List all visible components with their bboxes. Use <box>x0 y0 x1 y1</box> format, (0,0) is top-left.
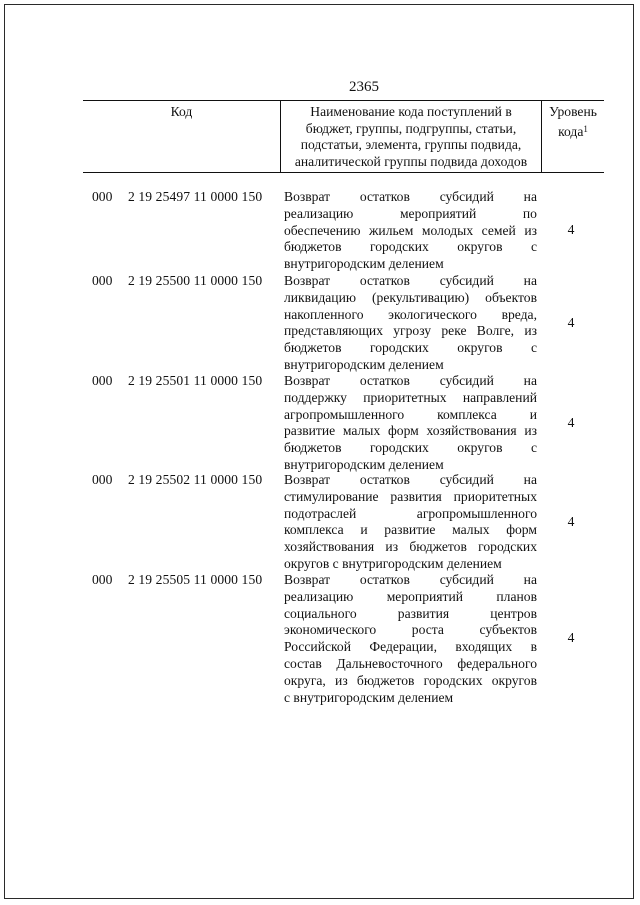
name-line <box>284 189 537 206</box>
revenue-name <box>284 189 537 273</box>
name-word: центров <box>490 605 537 621</box>
name-word: с <box>530 340 537 356</box>
name-word: на <box>523 373 537 388</box>
name-line: ликвидацию (рекультивацию) объектов <box>284 289 537 305</box>
revenue-name <box>284 273 537 374</box>
page-number: 2365 <box>349 79 379 95</box>
name-line <box>284 340 537 357</box>
name-word: на <box>523 273 537 288</box>
name-word: роста <box>411 622 444 638</box>
header-level-line: Уровень <box>549 104 597 119</box>
name-line: состав Дальневосточного федерального <box>284 655 537 671</box>
name-line <box>284 206 537 223</box>
name-line: Российской Федерации, входящих в <box>284 639 537 655</box>
name-line: стимулирование развития приоритетных <box>284 488 537 504</box>
name-word: с <box>530 440 537 456</box>
name-line: внутригородским делением <box>284 256 444 272</box>
name-word: экономического <box>284 622 377 638</box>
header-name-line: бюджет, группы, подгруппы, статьи, <box>305 120 517 136</box>
name-word: подотраслей <box>284 505 357 521</box>
name-line: округа, из бюджетов городских округов <box>284 672 537 688</box>
footnote-marker: 1 <box>583 123 588 134</box>
admin-code: 000 <box>92 472 113 487</box>
revenue-code: 2 19 25497 11 0000 150 <box>128 189 263 204</box>
name-word: социального <box>284 605 357 621</box>
name-word: округов <box>457 340 503 356</box>
revenue-code: 2 19 25501 11 0000 150 <box>128 373 263 388</box>
name-line: поддержку приоритетных направлений <box>284 389 537 405</box>
name-word: Возврат <box>284 373 331 388</box>
name-word: субсидий <box>439 572 494 587</box>
level-value: 4 <box>567 315 575 330</box>
name-line: внутригородским делением <box>284 356 444 372</box>
admin-code: 000 <box>92 373 113 388</box>
level-value: 4 <box>567 630 575 645</box>
name-word: реализацию <box>284 205 354 221</box>
revenue-code: 2 19 25500 11 0000 150 <box>128 273 263 288</box>
name-word: городских <box>369 440 429 456</box>
name-word: остатков <box>359 273 410 288</box>
name-word: мероприятий <box>399 205 477 221</box>
name-word: с <box>530 239 537 255</box>
name-word: агропромышленного <box>416 505 537 521</box>
name-line: накопленного экологического вреда, <box>284 306 537 322</box>
name-word: на <box>523 572 537 587</box>
name-word: Возврат <box>284 472 331 487</box>
name-word: остатков <box>359 373 410 388</box>
name-word: остатков <box>359 472 410 487</box>
name-line <box>284 606 537 623</box>
name-line: внутригородским делением <box>284 456 444 472</box>
name-word: мероприятий <box>386 588 464 604</box>
admin-code: 000 <box>92 273 113 288</box>
level-value: 4 <box>567 222 575 237</box>
name-line: развитие малых форм хозяйствования из <box>284 423 537 439</box>
admin-code: 000 <box>92 572 113 587</box>
name-word: субсидий <box>439 472 494 487</box>
name-word: на <box>523 472 537 487</box>
name-line <box>284 472 537 489</box>
revenue-name <box>284 472 537 573</box>
name-line: хозяйствования из бюджетов городских <box>284 539 537 555</box>
name-word: на <box>523 189 537 204</box>
name-word: субсидий <box>439 273 494 288</box>
header-code: Код <box>83 101 281 172</box>
name-word: бюджетов <box>284 440 342 456</box>
name-word: городских <box>369 239 429 255</box>
name-word: бюджетов <box>284 239 342 255</box>
name-line <box>284 572 537 589</box>
name-line: представляющих угрозу реке Волге, из <box>284 323 537 339</box>
name-line <box>284 273 537 290</box>
header-name-line: Наименование кода поступлений в <box>310 104 512 119</box>
name-word: остатков <box>359 572 410 587</box>
header-name <box>281 101 542 172</box>
name-word: планов <box>496 588 537 604</box>
name-line: округов с внутригородским делением <box>284 555 502 571</box>
name-line <box>284 407 537 424</box>
name-line: с внутригородским делением <box>284 689 454 705</box>
name-line <box>284 589 537 606</box>
name-word: Возврат <box>284 273 331 288</box>
name-line <box>284 440 537 457</box>
name-word: городских <box>369 340 429 356</box>
header-name-line: подстатьи, элемента, группы подвида, <box>300 137 522 152</box>
name-word: реализацию <box>284 588 354 604</box>
level-value: 4 <box>567 415 575 430</box>
name-word: бюджетов <box>284 340 342 356</box>
revenue-code: 2 19 25505 11 0000 150 <box>128 572 263 587</box>
name-line <box>284 506 537 523</box>
name-word: субсидий <box>439 373 494 388</box>
name-word: округов <box>457 440 503 456</box>
name-line <box>284 622 537 639</box>
name-word: субъектов <box>479 622 537 638</box>
table-header <box>83 100 604 173</box>
name-word: субсидий <box>439 189 494 204</box>
name-word: и <box>529 406 537 422</box>
name-word: Возврат <box>284 572 331 587</box>
name-word: остатков <box>359 189 410 204</box>
name-word: округов <box>457 239 503 255</box>
name-line <box>284 373 537 390</box>
admin-code: 000 <box>92 189 113 204</box>
header-level <box>542 101 604 172</box>
header-name-line: аналитической группы подвида доходов <box>294 153 528 169</box>
name-word: комплекса <box>437 406 497 422</box>
name-line <box>284 239 537 256</box>
name-line: обеспечению жильем молодых семей из <box>284 222 537 238</box>
name-word: по <box>522 205 537 221</box>
name-word: агропромышленного <box>284 406 405 422</box>
header-level-line: кода$^1$ <box>558 123 588 139</box>
name-line: комплекса и развитие малых форм <box>284 522 537 538</box>
revenue-name <box>284 572 537 706</box>
revenue-name <box>284 373 537 474</box>
level-value: 4 <box>567 514 575 529</box>
name-word: Возврат <box>284 189 331 204</box>
revenue-code: 2 19 25502 11 0000 150 <box>128 472 263 487</box>
name-word: развития <box>397 605 450 621</box>
